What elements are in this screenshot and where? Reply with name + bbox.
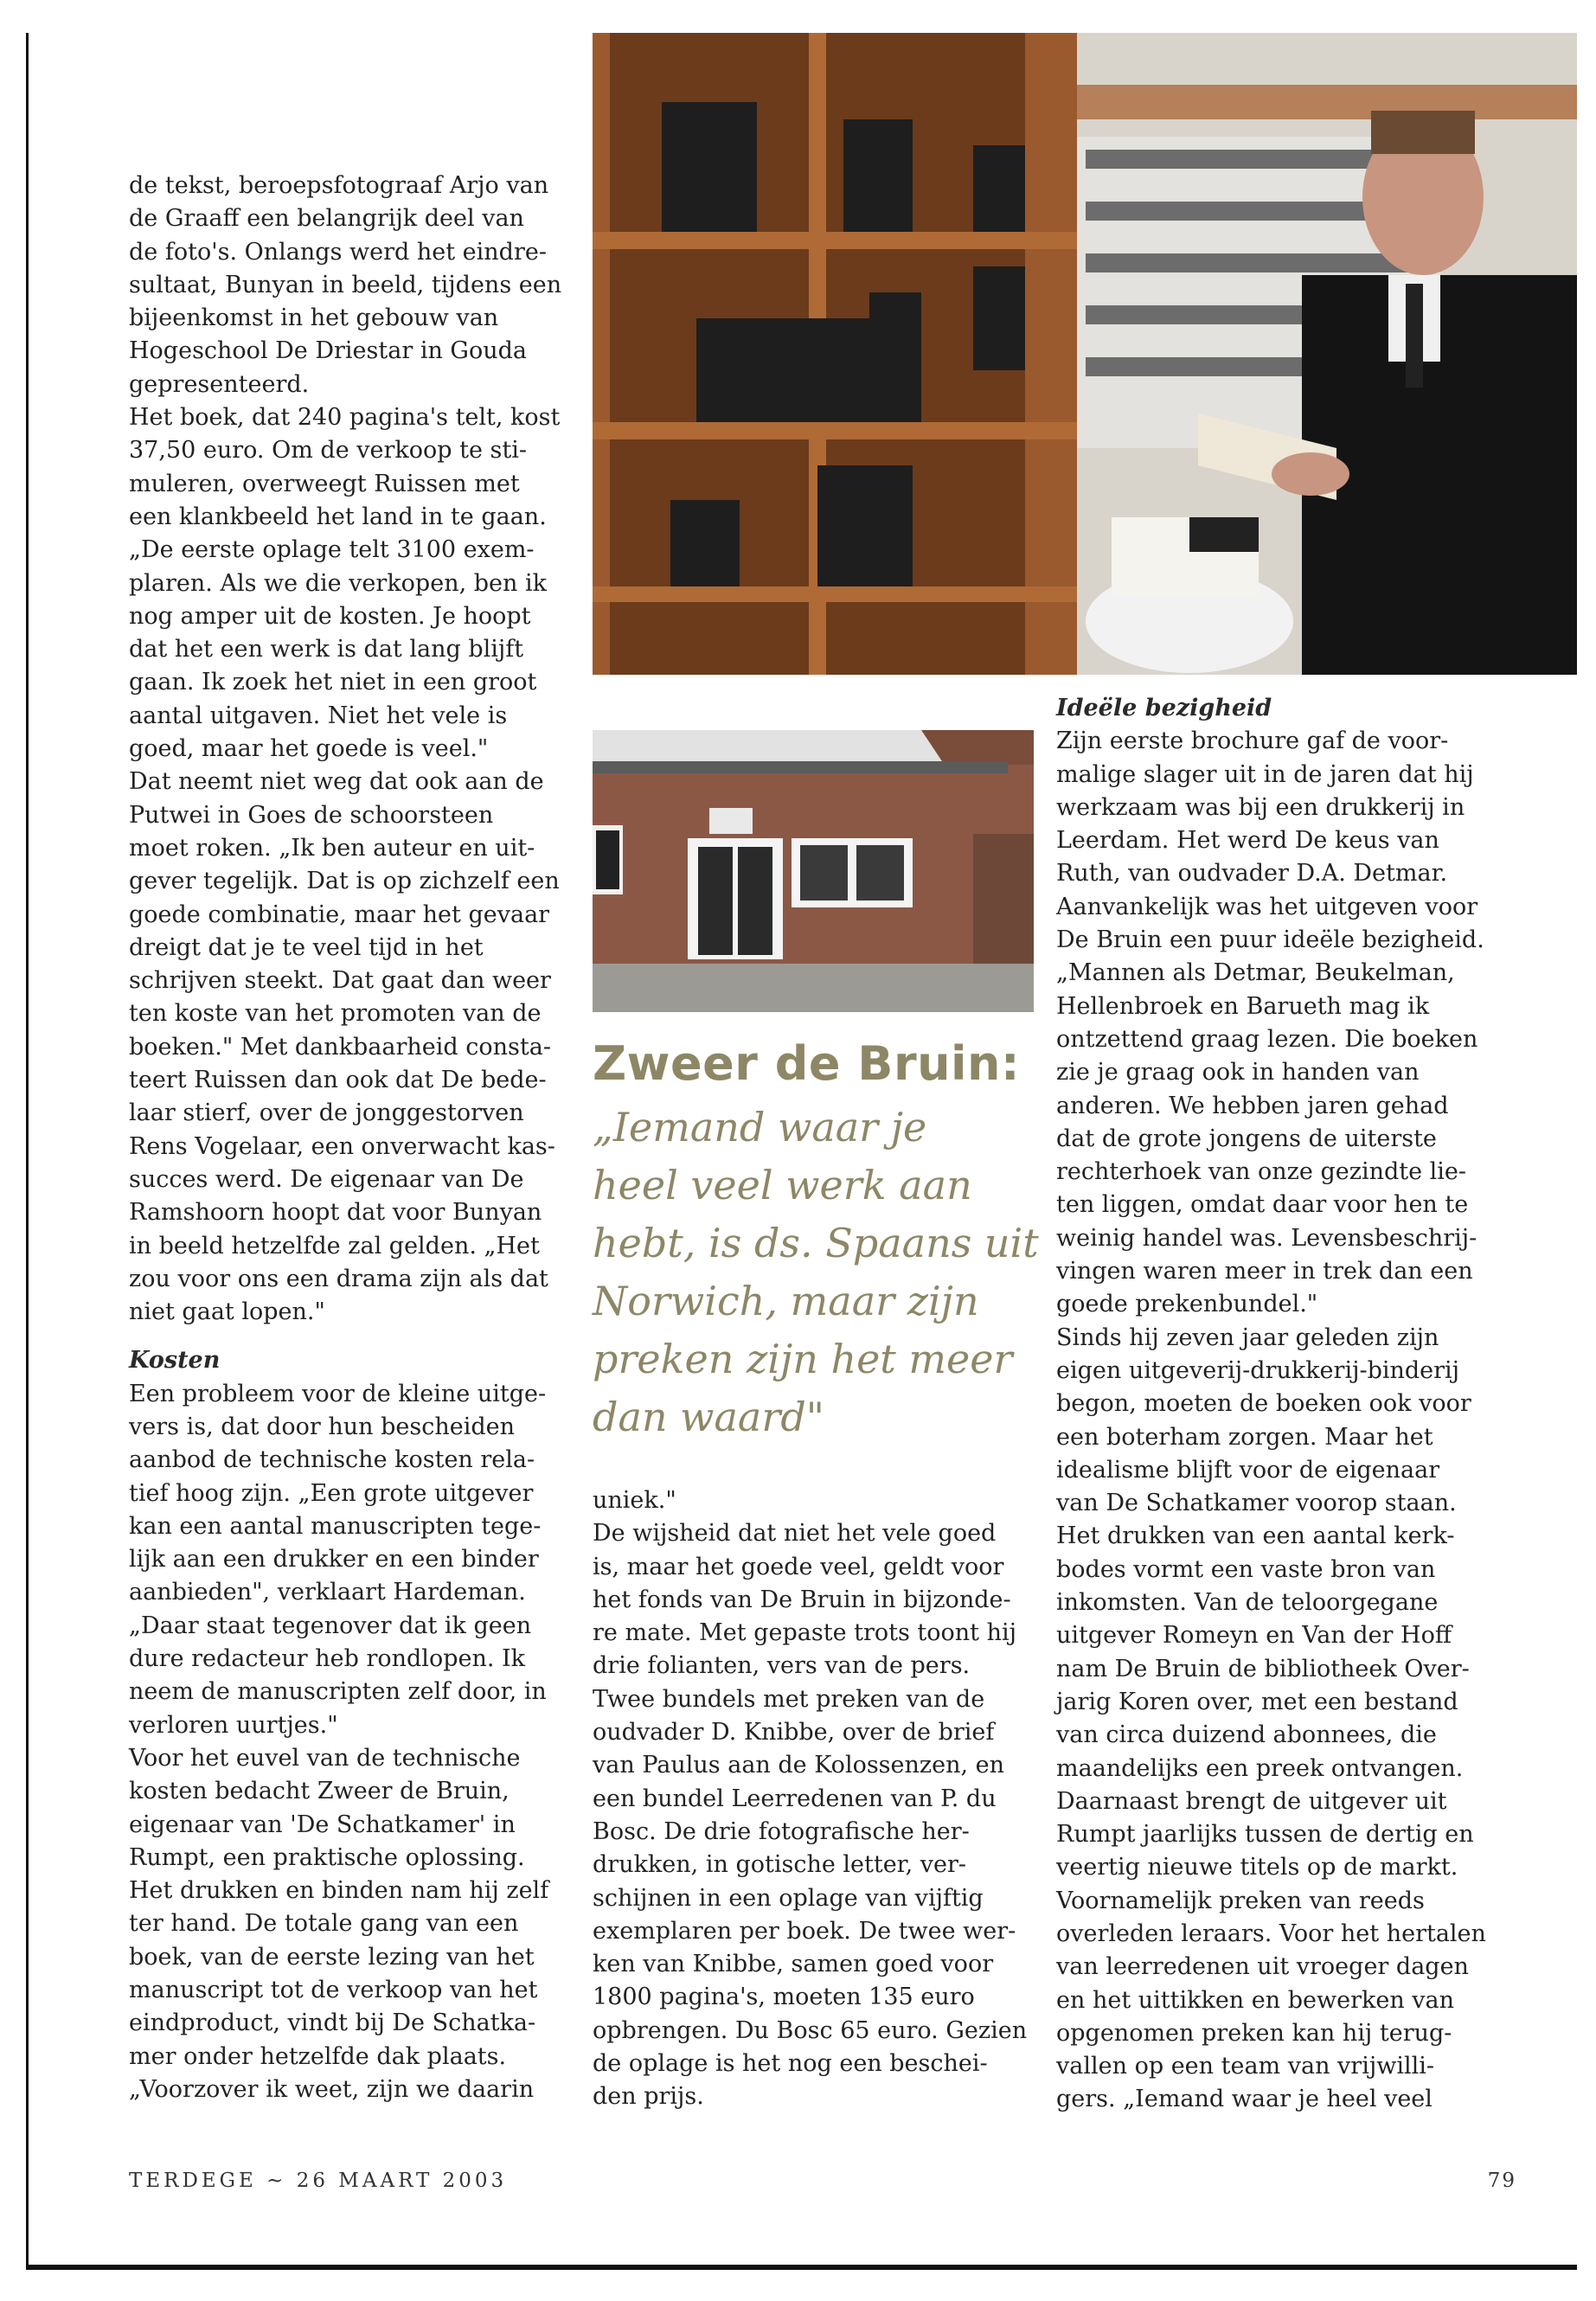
paragraph: De wijsheid dat niet het vele goed is, maar het goede veel, geldt voor het fonds van De Bruin in bijzonde- re mate. Met gepaste trots toont hij drie folianten, vers van de pers. Twee bundels met preken van de oudvader D. Knibbe, over de brief van Paulus aan de Kolossenzen, en een bundel Leerredenen van P. du Bosc. De drie fotografische her- drukken, in gotische letter, ver- schijnen in een oplage van vijftig exemplaren per boek. De twee wer- ken van Knibbe, samen goed voor 1800 pagina's, moeten 135 euro opbrengen. Du Bosc 65 euro. Gezien de oplage is het nog een beschei- den prijs. [593, 1520, 1028, 2111]
paragraph: Het boek, dat 240 pagina's telt, kost 37,50 euro. Om de verkoop te sti- muleren, overweegt Ruissen met een klankbeeld het land in te gaan. „De eerste oplage telt 3100 exem- plaren. Als we die verkopen, ben ik nog amper uit de kosten. Je hoopt dat het een werk is dat lang blijft gaan. Ik zoek het niet in een groot aantal uitgaven. Niet het vele is goed, maar het goede is veel." [129, 404, 561, 763]
section-heading-kosten: Kosten [129, 1347, 221, 1375]
magazine-issue: TERDEGE ~ 26 MAART 2003 [129, 2170, 508, 2192]
paragraph: Zijn eerste brochure gaf de voor- malige slager uit in de jaren dat hij werkzaam was bij een drukkerij in Leerdam. Het werd De keus van Ruth, van oudvader D.A. Detmar. Aanvankelijk was het uitgeven voor De Bruin een puur ideële bezigheid. „Mannen als Detmar, Beukelman, Hellenbroek en Barueth mag ik ontzettend graag lezen. Die boeken zie je graag ook in handen van anderen. We hebben jaren gehad dat de grote jongens de uiterste rechterhoek van onze gezindte lie- ten liggen, omdat daar voor hen te weinig handel was. Levensbeschrij- vingen waren meer in trek dan een goede prekenbundel." [1056, 727, 1484, 1318]
photo-shop-exterior [593, 730, 1034, 1012]
text-column-left [129, 170, 579, 2106]
paragraph: Dat neemt niet weg dat ook aan de Putwei in Goes de schoorsteen moet roken. „Ik ben auteur en uit- gever tegelijk. Dat is op zichzelf een goede combinatie, maar het gevaar dreigt dat je te veel tijd in het schrijven steekt. Dat gaat dan weer ten koste van het promoten van de boeken." Met dankbaarheid consta- teert Ruissen dan ook dat De bede- laar stierf, over de jonggestorven Rens Vogelaar, een onverwacht kas- succes werd. De eigenaar van De Ramshoorn hoopt dat voor Bunyan in beeld hetzelfde zal gelden. „Het zou voor ons een drama zijn als dat niet gaat lopen." [129, 768, 560, 1326]
page-number: 79 [1487, 2170, 1516, 2192]
paragraph: Voor het euvel van de technische kosten bedacht Zweer de Bruin, eigenaar van 'De Schatkamer' in Rumpt, een praktische oplossing. Het drukken en binden nam hij zelf ter hand. De totale gang van een boek, van de eerste lezing van het manuscript tot de verkoop van het eindproduct, vindt bij De Schatka- mer onder hetzelfde dak plaats. „Voorzover ik weet, zijn we daarin [129, 1744, 549, 2103]
photo-bookshop-interior [593, 33, 1577, 675]
headline-title: Zweer de Bruin: [593, 1036, 1021, 1091]
paragraph: Een probleem voor de kleine uitge- vers is, dat door hun bescheiden aanbod de technische kosten rela- tief hoog zijn. „Een grote uitgever kan een aantal manuscripten tege- lijk aan een drukker en een binder aanbieden", verklaart Hardeman. „Daar staat tegenover dat ik geen dure redacteur heb rondlopen. Ik neem de manuscripten zelf door, in verloren uurtjes." [129, 1380, 547, 1739]
pull-quote: „Iemand waar je heel veel werk aan hebt, is ds. Spaans uit Norwich, maar zijn preken zijn het meer dan waard" [593, 1104, 1039, 1440]
page-footer [129, 2170, 1516, 2192]
section-heading-ideele-bezigheid: Ideële bezigheid [1056, 695, 1272, 721]
paragraph: uniek." [593, 1487, 676, 1514]
paragraph: de tekst, beroepsfotograaf Arjo van de Graaff een belangrijk deel van de foto's. Onlangs werd het eindre- sultaat, Bunyan in beeld, tijdens een bijeenkomst in het gebouw van Hogeschool De Driestar in Gouda gepresenteerd. [129, 172, 562, 398]
pull-quote-block [593, 1036, 1060, 1446]
magazine-page [26, 33, 1577, 2270]
text-column-middle [593, 1484, 1042, 2114]
paragraph: Sinds hij zeven jaar geleden zijn eigen uitgeverij-drukkerij-binderij begon, moeten de boeken ook voor een boterham zorgen. Maar het idealisme blijft voor de eigenaar van De Schatkamer voorop staan. Het drukken van een aantal kerk- bodes vormt een vaste bron van inkomsten. Van de teloorgegane uitgever Romeyn en Van der Hoff nam De Bruin de bibliotheek Over- jarig Koren over, met een bestand van circa duizend abonnees, die maandelijks een preek ontvangen. Daarnaast brengt de uitgever uit Rumpt jaarlijks tussen de dertig en veertig nieuwe titels op de markt. Voornamelijk preken van reeds overleden leraars. Voor het hertalen van leerredenen uit vroeger dagen en het uittikken en bewerken van opgenomen preken kan hij terug- vallen op een team van vrijwilli- gers. „Iemand waar je heel veel [1056, 1324, 1486, 2113]
text-column-right [1056, 692, 1523, 2117]
